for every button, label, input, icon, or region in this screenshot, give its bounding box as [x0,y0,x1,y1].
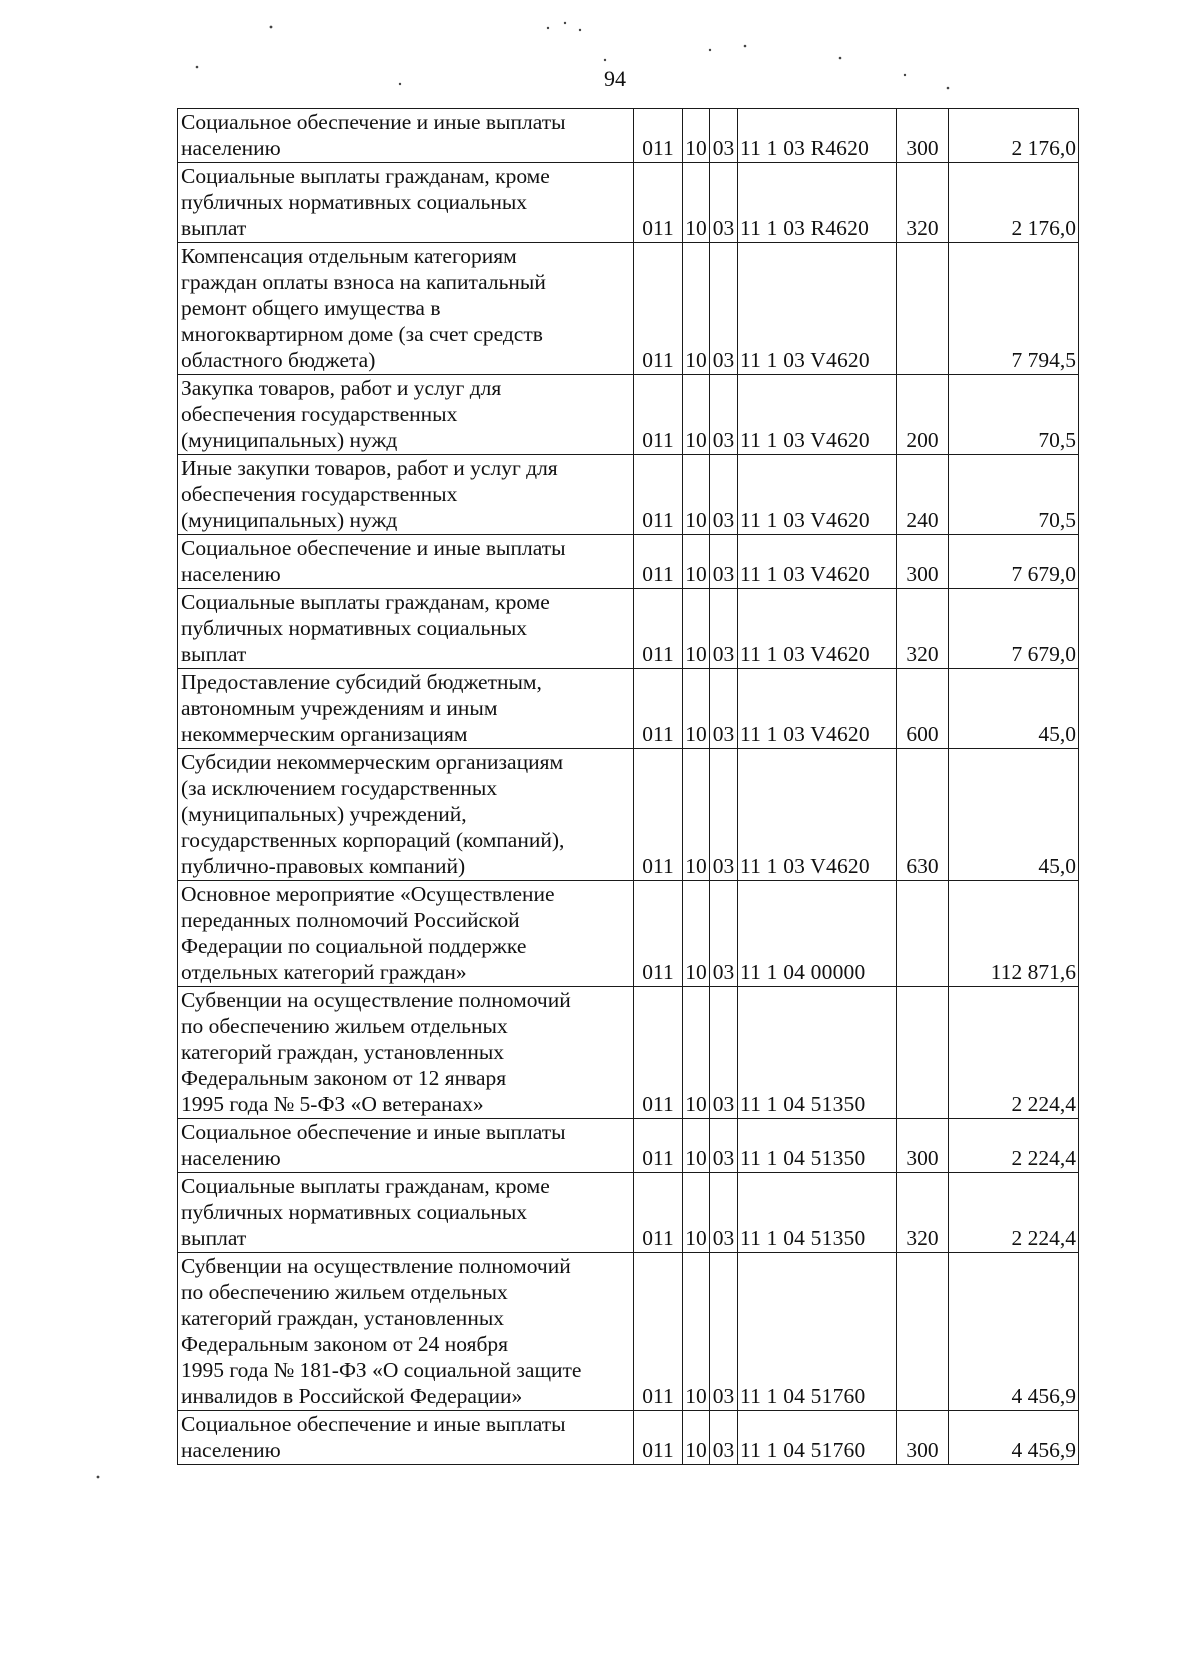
amount-cell: 7 679,0 [949,589,1079,669]
section-code-cell: 10 [683,1119,710,1173]
ministry-code-cell: 011 [634,1173,683,1253]
section-code-cell: 10 [683,1411,710,1465]
ministry-code-cell: 011 [634,455,683,535]
amount-cell: 4 456,9 [949,1411,1079,1465]
subsection-code-cell: 03 [710,535,738,589]
table-row [178,375,1079,455]
target-article-code-cell: 11 1 04 51350 [738,987,897,1119]
table-row [178,1173,1079,1253]
row-name-cell: Субвенции на осуществление полномочий по обеспечению жильем отдельных категорий граждан, установленных Федеральным законом от 12 января 1995 года № 5-ФЗ «О ветеранах» [178,987,634,1119]
subsection-code-cell: 03 [710,987,738,1119]
ministry-code-cell: 011 [634,535,683,589]
expense-type-code-cell: 300 [897,535,949,589]
ministry-code-cell: 011 [634,375,683,455]
amount-cell: 70,5 [949,455,1079,535]
expense-type-code-cell [897,987,949,1119]
table-row [178,243,1079,375]
target-article-code-cell: 11 1 03 V4620 [738,375,897,455]
row-name-cell: Социальные выплаты гражданам, кроме публичных нормативных социальных выплат [178,163,634,243]
table-body [178,109,1079,1465]
subsection-code-cell: 03 [710,163,738,243]
target-article-code-cell: 11 1 04 51350 [738,1119,897,1173]
ministry-code-cell: 011 [634,987,683,1119]
table-row [178,589,1079,669]
row-name-cell: Социальное обеспечение и иные выплаты населению [178,535,634,589]
row-name-cell: Социальное обеспечение и иные выплаты населению [178,1411,634,1465]
section-code-cell: 10 [683,455,710,535]
subsection-code-cell: 03 [710,243,738,375]
table-row [178,163,1079,243]
target-article-code-cell: 11 1 03 V4620 [738,749,897,881]
row-name-cell: Закупка товаров, работ и услуг для обеспечения государственных (муниципальных) нужд [178,375,634,455]
table-row [178,1253,1079,1411]
section-code-cell: 10 [683,535,710,589]
section-code-cell: 10 [683,1253,710,1411]
table-row [178,1411,1079,1465]
row-name-cell: Социальные выплаты гражданам, кроме публичных нормативных социальных выплат [178,1173,634,1253]
ministry-code-cell: 011 [634,243,683,375]
section-code-cell: 10 [683,669,710,749]
subsection-code-cell: 03 [710,1411,738,1465]
subsection-code-cell: 03 [710,455,738,535]
table-row [178,749,1079,881]
subsection-code-cell: 03 [710,375,738,455]
expense-type-code-cell: 240 [897,455,949,535]
row-name-cell: Социальные выплаты гражданам, кроме публичных нормативных социальных выплат [178,589,634,669]
expense-type-code-cell: 200 [897,375,949,455]
section-code-cell: 10 [683,375,710,455]
section-code-cell: 10 [683,109,710,163]
row-name-cell: Предоставление субсидий бюджетным, автономным учреждениям и иным некоммерческим организациям [178,669,634,749]
amount-cell: 2 224,4 [949,1119,1079,1173]
subsection-code-cell: 03 [710,669,738,749]
expense-type-code-cell: 300 [897,109,949,163]
target-article-code-cell: 11 1 04 51760 [738,1411,897,1465]
ministry-code-cell: 011 [634,669,683,749]
section-code-cell: 10 [683,1173,710,1253]
table-row [178,987,1079,1119]
table-row [178,535,1079,589]
amount-cell: 2 224,4 [949,987,1079,1119]
ministry-code-cell: 011 [634,109,683,163]
target-article-code-cell: 11 1 03 V4620 [738,243,897,375]
target-article-code-cell: 11 1 03 V4620 [738,589,897,669]
row-name-cell: Иные закупки товаров, работ и услуг для обеспечения государственных (муниципальных) нужд [178,455,634,535]
amount-cell: 2 176,0 [949,109,1079,163]
expense-type-code-cell: 300 [897,1119,949,1173]
expense-type-code-cell: 320 [897,589,949,669]
section-code-cell: 10 [683,243,710,375]
budget-table [177,108,1079,1465]
page-number: 94 [604,66,626,91]
subsection-code-cell: 03 [710,1119,738,1173]
amount-cell: 70,5 [949,375,1079,455]
ministry-code-cell: 011 [634,1411,683,1465]
expense-type-code-cell: 300 [897,1411,949,1465]
expense-type-code-cell [897,1253,949,1411]
amount-cell: 7 679,0 [949,535,1079,589]
target-article-code-cell: 11 1 03 V4620 [738,535,897,589]
section-code-cell: 10 [683,163,710,243]
row-name-cell: Основное мероприятие «Осуществление переданных полномочий Российской Федерации по социальной поддержке отдельных категорий граждан» [178,881,634,987]
target-article-code-cell: 11 1 04 51760 [738,1253,897,1411]
amount-cell: 2 176,0 [949,163,1079,243]
ministry-code-cell: 011 [634,163,683,243]
target-article-code-cell: 11 1 03 V4620 [738,455,897,535]
row-name-cell: Социальное обеспечение и иные выплаты населению [178,109,634,163]
subsection-code-cell: 03 [710,881,738,987]
subsection-code-cell: 03 [710,109,738,163]
section-code-cell: 10 [683,881,710,987]
amount-cell: 45,0 [949,669,1079,749]
row-name-cell: Компенсация отдельным категориям граждан оплаты взноса на капитальный ремонт общего имущества в многоквартирном доме (за счет средств областного бюджета) [178,243,634,375]
ministry-code-cell: 011 [634,1253,683,1411]
ministry-code-cell: 011 [634,589,683,669]
expense-type-code-cell [897,881,949,987]
subsection-code-cell: 03 [710,1173,738,1253]
amount-cell: 7 794,5 [949,243,1079,375]
amount-cell: 45,0 [949,749,1079,881]
ministry-code-cell: 011 [634,1119,683,1173]
expense-type-code-cell: 630 [897,749,949,881]
table-row [178,669,1079,749]
ministry-code-cell: 011 [634,881,683,987]
amount-cell: 4 456,9 [949,1253,1079,1411]
section-code-cell: 10 [683,987,710,1119]
expense-type-code-cell: 320 [897,163,949,243]
subsection-code-cell: 03 [710,1253,738,1411]
target-article-code-cell: 11 1 04 51350 [738,1173,897,1253]
amount-cell: 112 871,6 [949,881,1079,987]
section-code-cell: 10 [683,589,710,669]
target-article-code-cell: 11 1 03 R4620 [738,163,897,243]
table-row [178,455,1079,535]
row-name-cell: Субвенции на осуществление полномочий по обеспечению жильем отдельных категорий граждан, установленных Федеральным законом от 24 ноября 1995 года № 181-ФЗ «О социальной защите инвалидов в Российской Федерации» [178,1253,634,1411]
expense-type-code-cell [897,243,949,375]
table-row [178,109,1079,163]
amount-cell: 2 224,4 [949,1173,1079,1253]
row-name-cell: Социальное обеспечение и иные выплаты населению [178,1119,634,1173]
table-row [178,1119,1079,1173]
target-article-code-cell: 11 1 04 00000 [738,881,897,987]
table-row [178,881,1079,987]
expense-type-code-cell: 600 [897,669,949,749]
ministry-code-cell: 011 [634,749,683,881]
subsection-code-cell: 03 [710,749,738,881]
target-article-code-cell: 11 1 03 V4620 [738,669,897,749]
expense-type-code-cell: 320 [897,1173,949,1253]
subsection-code-cell: 03 [710,589,738,669]
section-code-cell: 10 [683,749,710,881]
row-name-cell: Субсидии некоммерческим организациям (за исключением государственных (муниципальных) учреждений, государственных корпораций (компаний), публично-правовых компаний) [178,749,634,881]
target-article-code-cell: 11 1 03 R4620 [738,109,897,163]
